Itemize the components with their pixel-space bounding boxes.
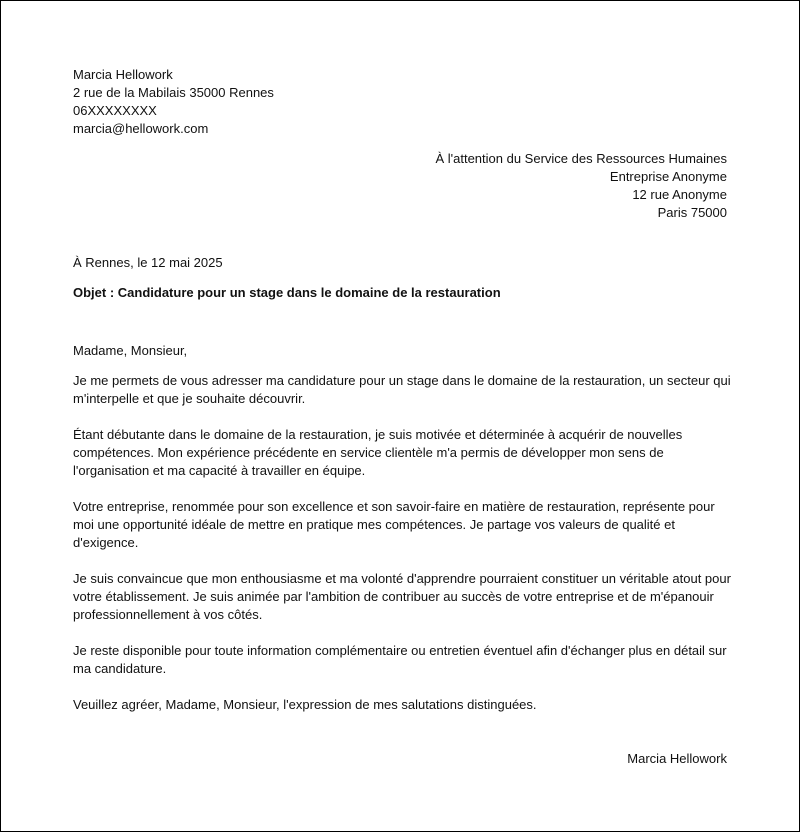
date-line: À Rennes, le 12 mai 2025 [73,255,223,270]
sender-address: 2 rue de la Mabilais 35000 Rennes [73,85,274,100]
sender-block [73,66,274,138]
paragraph-line: votre établissement. Je suis animée par l'ambition de contribuer au succès de votre entreprise et de m'épanouir [73,589,714,604]
paragraph-line: d'exigence. [73,535,139,550]
recipient-attention: À l'attention du Service des Ressources Humaines [435,151,727,166]
body-paragraph [73,372,733,408]
body-paragraph [73,642,733,678]
recipient-city: Paris 75000 [657,205,727,220]
sender-name: Marcia Hellowork [73,67,173,82]
paragraph-line: compétences. Mon expérience précédente en service clientèle m'a permis de développer mon sens de [73,445,664,460]
sender-email: marcia@hellowork.com [73,121,209,136]
recipient-street: 12 rue Anonyme [632,187,727,202]
paragraph-line: moi une opportunité idéale de mettre en pratique mes compétences. Je partage vos valeurs de qualité et [73,517,675,532]
recipient-block [435,150,727,222]
recipient-company: Entreprise Anonyme [609,169,727,184]
body-paragraph [73,570,733,624]
paragraph-line: professionnellement à vos côtés. [73,607,263,622]
paragraph-line: ma candidature. [73,661,167,676]
closing-formula: Veuillez agréer, Madame, Monsieur, l'expression de mes salutations distinguées. [73,697,537,712]
sender-phone: 06XXXXXXXX [73,103,157,118]
paragraph-line: l'organisation et ma capacité à travailler en équipe. [73,463,366,478]
paragraph-line: Étant débutante dans le domaine de la restauration, je suis motivée et déterminée à acquérir de nouvelles [73,427,683,442]
body-paragraph [73,498,733,552]
body-paragraph [73,426,733,480]
signature: Marcia Hellowork [627,751,727,766]
salutation: Madame, Monsieur, [73,343,188,358]
subject-line: Objet : Candidature pour un stage dans le domaine de la restauration [73,285,501,300]
paragraph-line: Je reste disponible pour toute information complémentaire ou entretien éventuel afin d'échanger plus en détail sur [73,643,727,658]
paragraph-line: Je me permets de vous adresser ma candidature pour un stage dans le domaine de la restauration, un secteur qui [73,373,731,388]
paragraph-line: Votre entreprise, renommée pour son excellence et son savoir-faire en matière de restauration, représente pour [73,499,715,514]
paragraph-line: Je suis convaincue que mon enthousiasme et ma volonté d'apprendre pourraient constituer un véritable atout pour [73,571,731,586]
paragraph-line: m'interpelle et que je souhaite découvrir. [73,391,306,406]
